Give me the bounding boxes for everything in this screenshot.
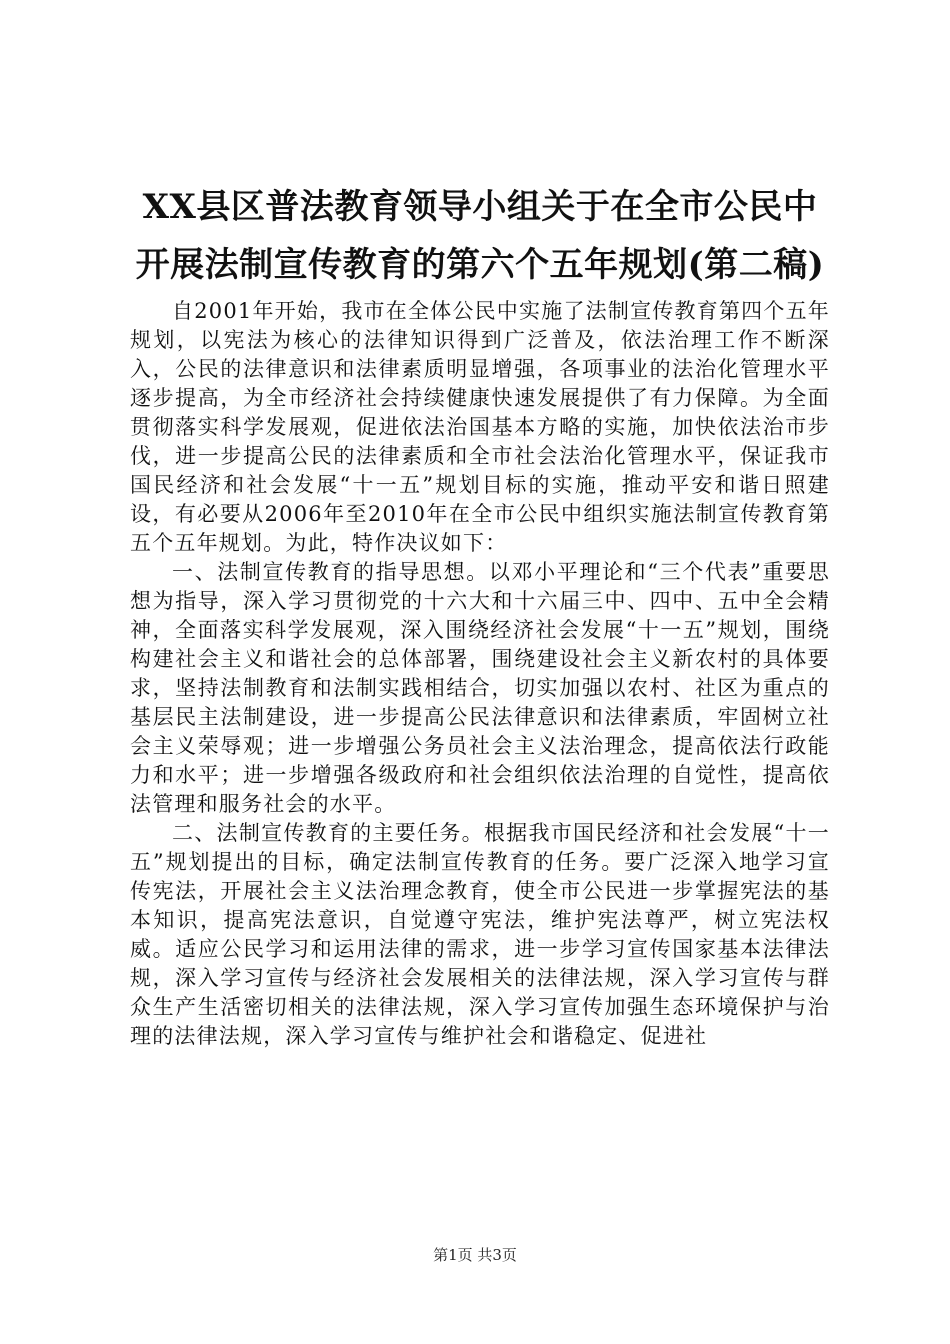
- title-line-2: 开展法制宣传教育的第六个五年规划(第二稿): [135, 245, 825, 285]
- page-footer: 第1页 共3页: [433, 1246, 517, 1264]
- paragraph-intro: 自2001年开始，我市在全体公民中实施了法制宣传教育第四个五年规划，以宪法为核心的法律知识得到广泛普及，依法治理工作不断深入，公民的法律意识和法律素质明显增强，各项事业的法治化管理水平逐步提高，为全市经济社会持续健康快速发展提供了有力保障。为全面贯彻落实科学发展观，促进依法治国基本方略的实施，加快依法治市步伐，进一步提高公民的法律素质和全市社会法治化管理水平，保证我市国民经济和社会发展“十一五”规划目标的实施，推动平安和谐日照建设，有必要从2006年至2010年在全市公民中组织实施法制宣传教育第五个五年规划。为此，特作决议如下：: [130, 299, 830, 555]
- title-line-1: XX县区普法教育领导小组关于在全市公民中: [142, 187, 818, 227]
- document-title: [100, 178, 860, 294]
- document-body: [130, 297, 830, 1051]
- paragraph-main-tasks: 二、法制宣传教育的主要任务。根据我市国民经济和社会发展“十一五”规划提出的目标，确定法制宣传教育的任务。要广泛深入地学习宣传宪法，开展社会主义法治理念教育，使全市公民进一步掌握宪法的基本知识，提高宪法意识，自觉遵守宪法，维护宪法尊严，树立宪法权威。适应公民学习和运用法律的需求，进一步学习宣传国家基本法律法规，深入学习宣传与经济社会发展相关的法律法规，深入学习宣传与群众生产生活密切相关的法律法规，深入学习宣传加强生态环境保护与治理的法律法规，深入学习宣传与维护社会和谐稳定、促进社: [130, 821, 830, 1048]
- paragraph-guiding-ideology: 一、法制宣传教育的指导思想。以邓小平理论和“三个代表”重要思想为指导，深入学习贯彻党的十六大和十六届三中、四中、五中全会精神，全面落实科学发展观，深入围绕经济社会发展“十一五”规划，围绕构建社会主义和谐社会的总体部署，围绕建设社会主义新农村的具体要求，坚持法制教育和法制实践相结合，切实加强以农村、社区为重点的基层民主法制建设，进一步提高公民法律意识和法律素质，牢固树立社会主义荣辱观；进一步增强公务员社会主义法治理念，提高依法行政能力和水平；进一步增强各级政府和社会组织依法治理的自觉性，提高依法管理和服务社会的水平。: [130, 560, 830, 816]
